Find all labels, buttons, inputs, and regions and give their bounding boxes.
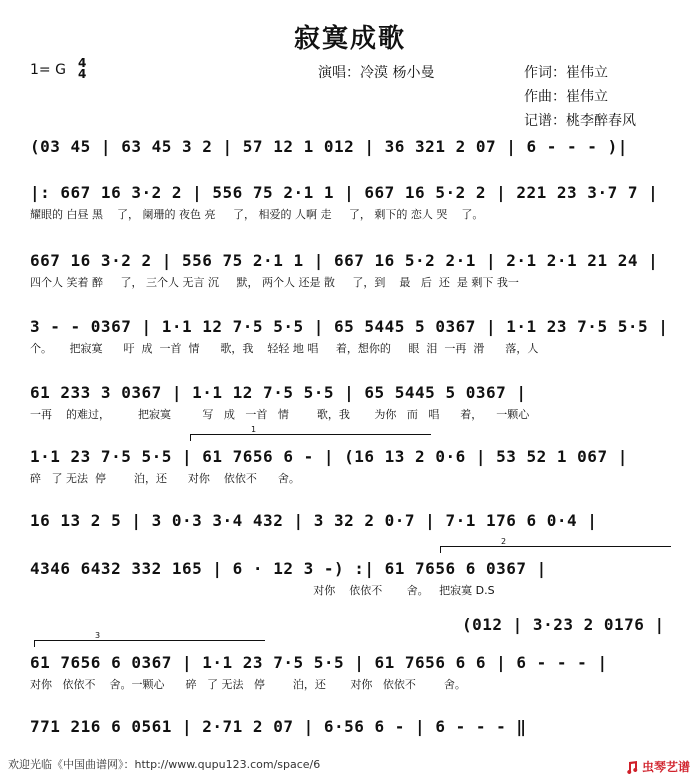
site-footer-text: 欢迎光临《中国曲谱网》：http://www.qupu123.com/space/6 [8, 758, 321, 771]
notes-line: 16 13 2 5 | 3 0·3 3·4 432 | 3 32 2 0·7 | 7·1 176 6 0·4 | [30, 511, 598, 530]
lyric-line: 个。 把寂寞 吁 成 一首 情 歌，我 轻轻 地 唱 着，想你的 眼 泪 一再 滑 落，人 [30, 342, 539, 355]
time-signature-bottom: 4 [78, 67, 87, 81]
volta-number: 3 [95, 631, 101, 640]
notes-line: 4346 6432 332 165 | 6 · 12 3 -) :| 61 7656 6 0367 | [30, 559, 547, 578]
volta-bracket-2 [440, 537, 671, 553]
notes-line: (03 45 | 63 45 3 2 | 57 12 1 012 | 36 321 2 07 | 6 - - - )| [30, 137, 628, 156]
notes-line: 61 7656 6 0367 | 1·1 23 7·5 5·5 | 61 7656 6 6 | 6 - - - | [30, 653, 608, 672]
watermark-text: 虫琴艺谱 [642, 760, 691, 774]
lyric-line [30, 161, 670, 177]
time-signature-top: 4 [78, 56, 87, 70]
singer-credit: 演唱：冷漠 杨小曼 [318, 65, 435, 81]
volta-number: 2 [501, 537, 507, 546]
notes-line: 667 16 3·2 2 | 556 75 2·1 1 | 667 16 5·2 2·1 | 2·1 2·1 21 24 | [30, 251, 659, 270]
watermark-logo [626, 758, 692, 776]
volta-number: 1 [251, 425, 257, 434]
notes-line: 771 216 6 0561 | 2·71 2 07 | 6·56 6 - | 6 - - - ‖ [30, 717, 527, 736]
song-title: 寂寞成歌 [293, 24, 406, 54]
notes-line: 3 - - 0367 | 1·1 12 7·5 5·5 | 65 5445 5 0367 | 1·1 23 7·5 5·5 | [30, 317, 669, 336]
arranger-credit: 记谱：桃李醉春风 [524, 113, 636, 129]
key-signature: 1= G [30, 62, 66, 78]
lyric-line: 碎 了 无法 停 泊，还 对你 依依不 舍。 [30, 472, 300, 485]
notes-line: (012 | 3·23 2 0176 | [462, 615, 665, 634]
music-note-icon [626, 760, 640, 774]
volta-bracket-3 [34, 631, 265, 647]
lyric-line: 耀眼的 白昼 黑 了， 阑珊的 夜色 亮 了， 相爱的 人啊 走 了， 剩下的 恋人 哭 了。 [30, 208, 484, 221]
lyric-line: 一再 的难过， 把寂寞 写 成 一首 情 歌，我 为你 而 唱 着， 一颗心 [30, 408, 530, 421]
notes-line: 1·1 23 7·5 5·5 | 61 7656 6 - | (16 13 2 0·6 | 53 52 1 067 | [30, 447, 628, 466]
lyric-line: 四个人 笑着 醉 了， 三个人 无言 沉 默， 两个人 还是 散 了，到 最 后 还 是 剩下 我一 [30, 276, 519, 289]
notes-line: |: 667 16 3·2 2 | 556 75 2·1 1 | 667 16 5·2 2 | 221 23 3·7 7 | [30, 183, 659, 202]
lyric-line: 对你 依依不 舍。一颗心 碎 了 无法 停 泊，还 对你 依依不 舍。 [30, 678, 466, 691]
time-signature [78, 58, 86, 80]
lyricist-credit: 作词：崔伟立 [524, 65, 608, 81]
volta-bracket-1 [190, 425, 431, 441]
notes-line: 61 233 3 0367 | 1·1 12 7·5 5·5 | 65 5445 5 0367 | [30, 383, 527, 402]
lyric-line: 对你 依依不 舍。 把寂寞 D.S [30, 584, 495, 597]
composer-credit: 作曲：崔伟立 [524, 89, 608, 105]
